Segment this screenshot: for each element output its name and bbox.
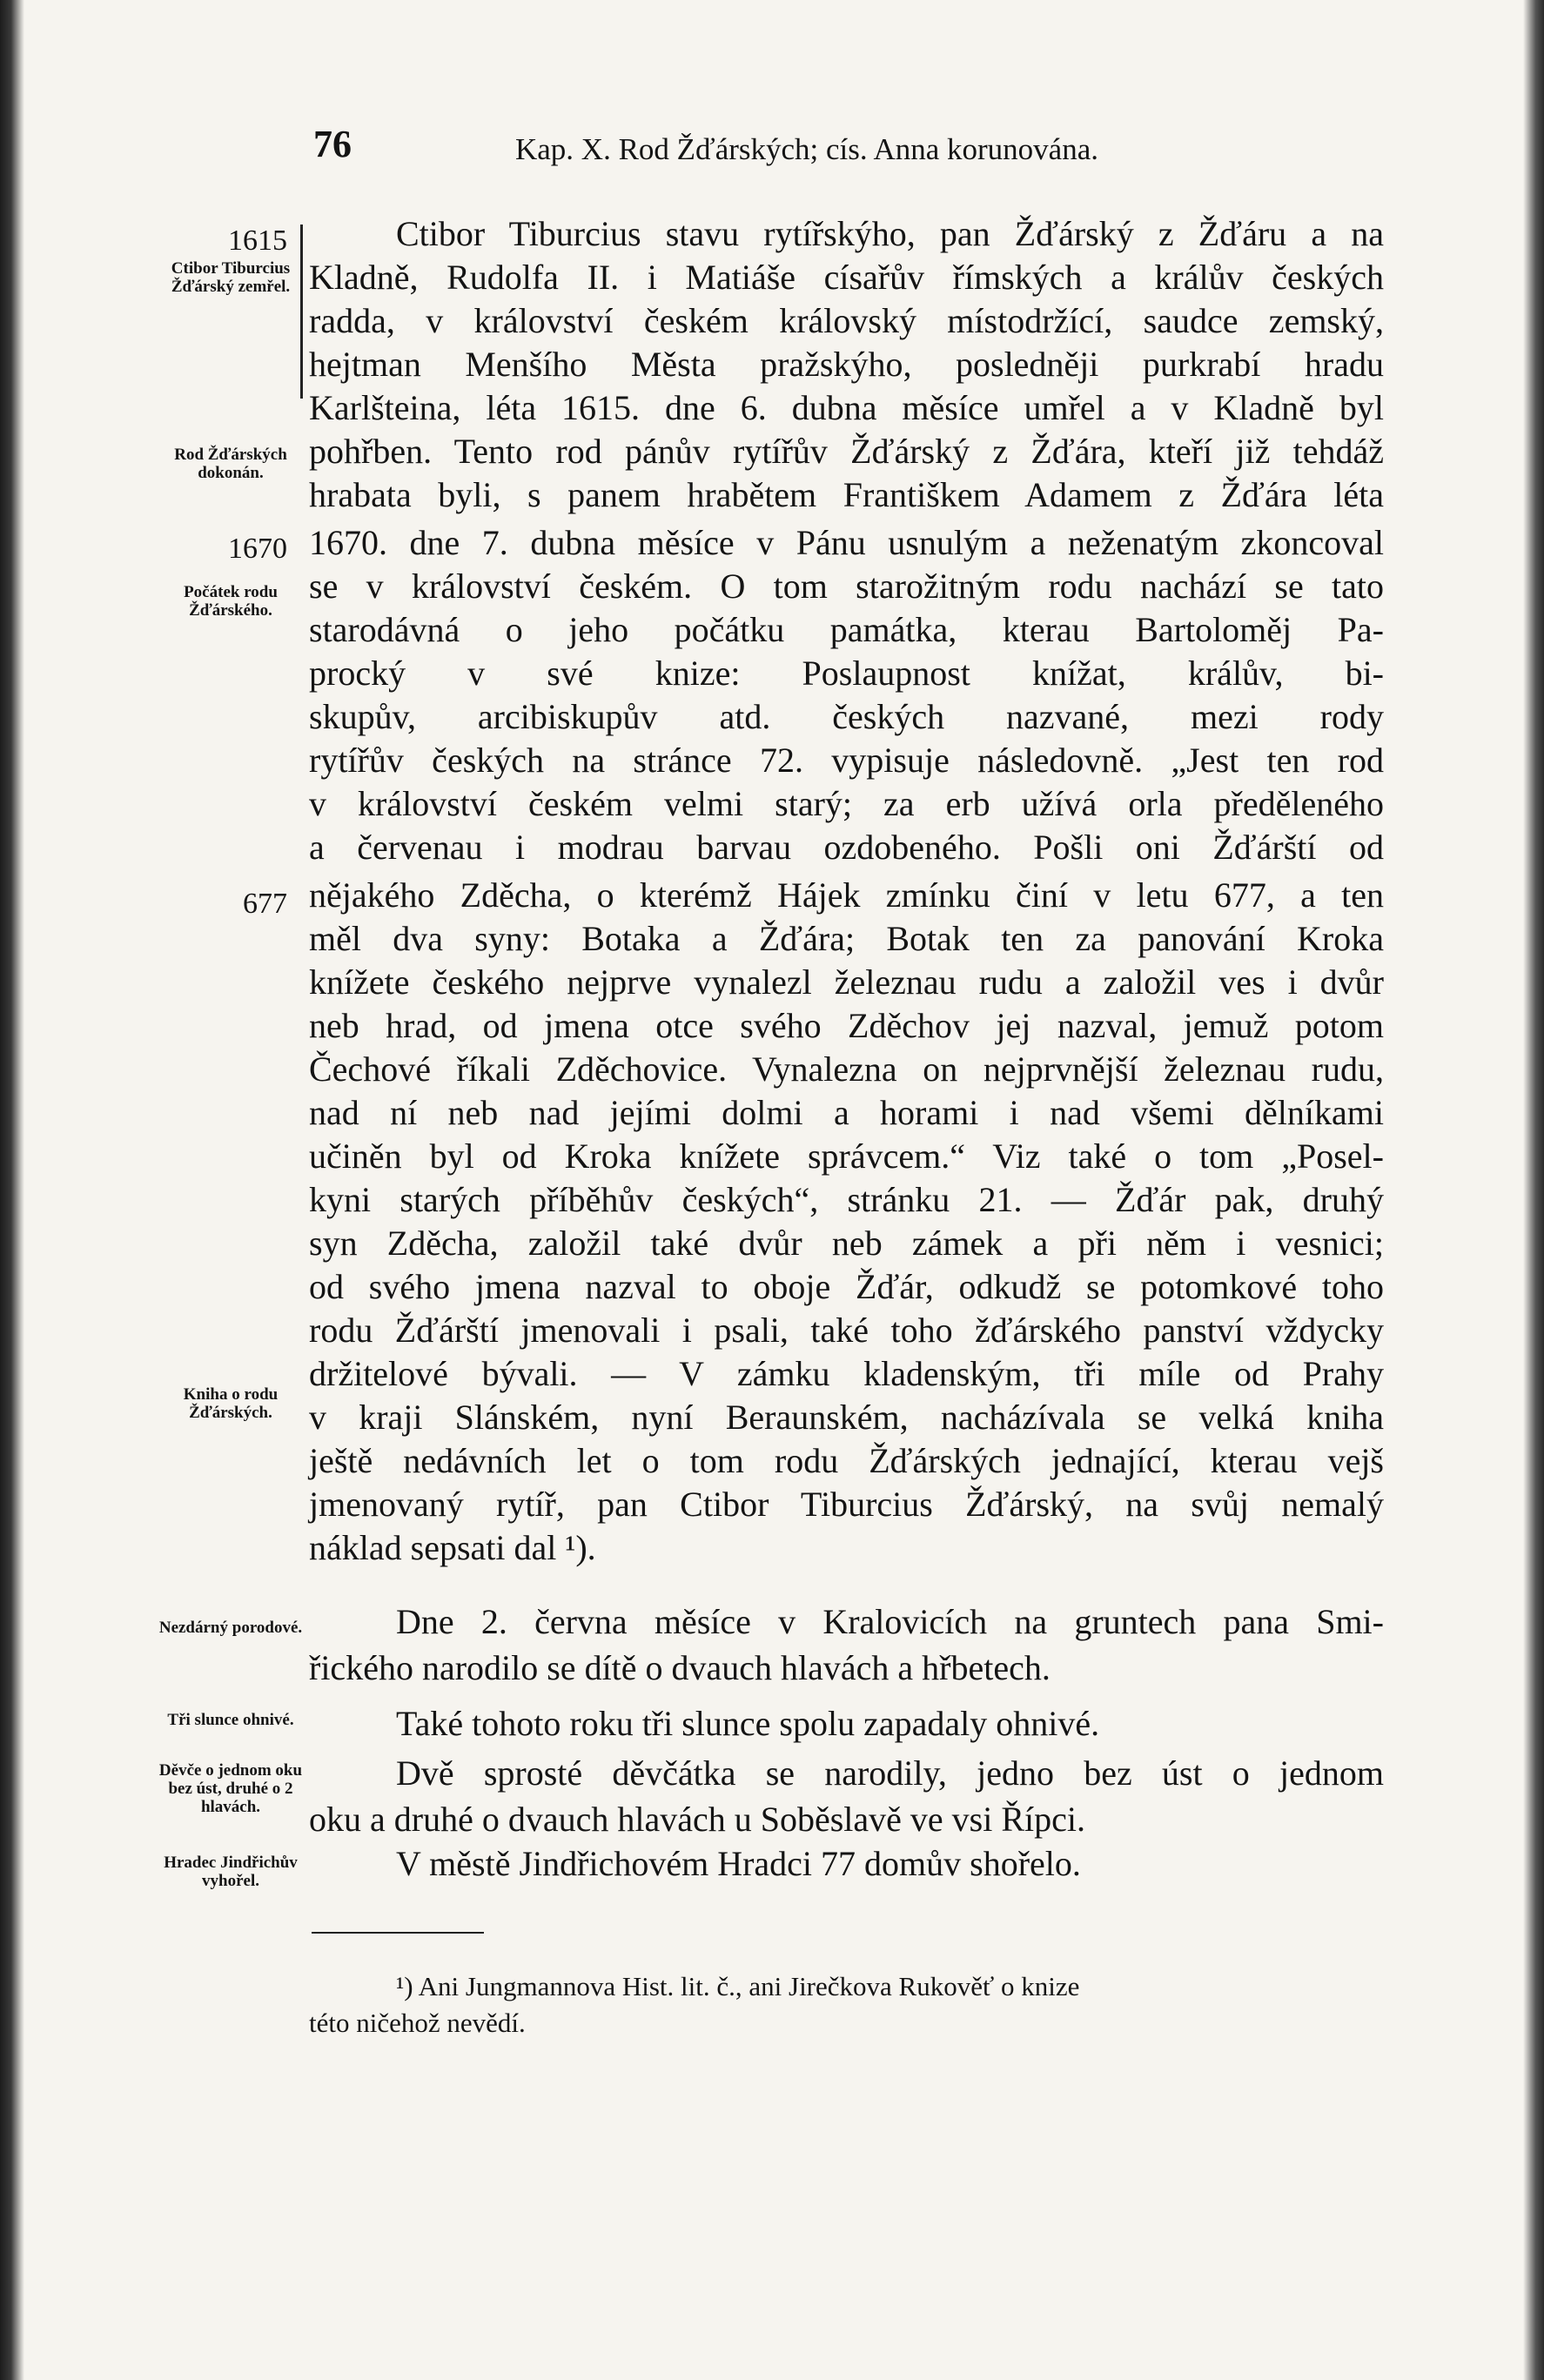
margin-note-kniha: Kniha o rodu Žďárských. [183, 1385, 279, 1422]
text-line: držitelové bývali. — V zámku kladenským, tři míle od Prahy [309, 1354, 1384, 1393]
margin-note-devce: Děvče o jednom oku bez úst, druhé o 2 hlavách. [158, 1761, 303, 1816]
text-line: Také tohoto roku tři slunce spolu zapadaly ohnivé. [396, 1704, 1100, 1743]
text-line: pohřben. Tento rod pánův rytířův Žďárský z Žďára, kteří již tehdáž [309, 432, 1384, 471]
text-line: Ctibor Tiburcius stavu rytířskýho, pan Žďárský z Žďáru a na [396, 214, 1384, 253]
text-line: v království českém velmi starý; za erb užívá orla předěleného [309, 784, 1384, 823]
text-line: syn Zděcha, založil také dvůr neb zámek a při něm i vesnici; [309, 1224, 1384, 1263]
text-line: rodu Žďárští jmenovali i psali, také toho žďárského panství vždycky [309, 1311, 1384, 1350]
margin-note-tri-slunce: Tři slunce ohnivé. [167, 1711, 294, 1729]
text-line: měl dva syny: Botaka a Žďára; Botak ten za panování Kroka [309, 919, 1384, 958]
margin-note-rod: Rod Žďárských dokonán. [174, 446, 287, 482]
margin-note-ctibor: Ctibor Tiburcius Žďárský zemřel. [171, 259, 291, 296]
text-line: knížete českého nejprve vynalezl železnau rudu a založil ves i dvůr [309, 962, 1384, 1002]
text-line: procký v své knize: Poslaupnost knížat, králův, bi- [309, 654, 1384, 693]
scan-edge-right [1523, 0, 1544, 2380]
text-line: kyni starých příběhův českých“, stránku 21. — Žďár pak, druhý [309, 1180, 1384, 1219]
text-line: ještě nedávních let o tom rodu Žďárských jednající, kterau vejš [309, 1441, 1384, 1480]
text-line: Dvě sprosté děvčátka se narodily, jedno bez úst o jednom [396, 1753, 1384, 1793]
page-number: 76 [313, 123, 352, 165]
text-line: oku a druhé o dvauch hlavách u Soběslavě ve vsi Řípci. [309, 1800, 1085, 1839]
text-line: starodávná o jeho počátku památka, kterau Bartoloměj Pa- [309, 610, 1384, 649]
footnote-line: ¹) Ani Jungmannova Hist. lit. č., ani Jirečkova Rukověť o knize [396, 1971, 1080, 2001]
text-line: se v království českém. O tom starožitným rodu nachází se tato [309, 567, 1384, 606]
text-line: skupův, arcibiskupův atd. českých nazvané, mezi rody [309, 697, 1384, 736]
text-line: radda, v království českém královský místodržící, saudce zemský, [309, 301, 1384, 340]
text-line: učiněn byl od Kroka knížete správcem.“ Viz také o tom „Posel- [309, 1136, 1384, 1176]
text-line: Karlšteina, léta 1615. dne 6. dubna měsíce umřel a v Kladně byl [309, 388, 1384, 427]
margin-note-nezdar: Nezdárný porodové. [158, 1619, 303, 1637]
margin-note-pocatek: Počátek rodu Žďárského. [184, 583, 278, 620]
margin-year-1670: 1670 [228, 533, 287, 565]
text-line: 1670. dne 7. dubna měsíce v Pánu usnulým a neženatým zkoncoval [309, 523, 1384, 562]
text-line: rytířův českých na stránce 72. vypisuje následovně. „Jest ten rod [309, 741, 1384, 780]
text-line: náklad sepsati dal ¹). [309, 1528, 596, 1567]
page-header [313, 122, 1184, 174]
text-line: v kraji Slánském, nyní Beraunském, nacházívala se velká kniha [309, 1398, 1384, 1437]
text-line: Kladně, Rudolfa II. i Matiáše císařův římských a králův českých [309, 258, 1384, 297]
text-line: řického narodilo se dítě o dvauch hlavách a hřbetech. [309, 1648, 1051, 1687]
text-line: od svého jmena nazval to oboje Žďár, odkudž se potomkové toho [309, 1267, 1384, 1306]
margin-note-hradec: Hradec Jindřichův vyhořel. [164, 1854, 298, 1890]
text-line: hrabata byli, s panem hrabětem Františkem Adamem z Žďára léta [309, 475, 1384, 514]
text-line: Čechové říkali Zděchovice. Vynalezna on nejprvnější železnau rudu, [309, 1049, 1384, 1089]
text-line: V městě Jindřichovém Hradci 77 domův shořelo. [396, 1844, 1081, 1883]
footnote-rule [312, 1932, 484, 1934]
running-title: Kap. X. Rod Žďárských; cís. Anna korunována. [515, 132, 1098, 166]
text-line: nad ní neb nad jejími dolmi a horami i nad všemi dělníkami [309, 1093, 1384, 1132]
text-line: jmenovaný rytíř, pan Ctibor Tiburcius Žďárský, na svůj nemalý [309, 1485, 1384, 1524]
margin-year-677: 677 [243, 888, 287, 920]
text-line: nějakého Zděcha, o kterémž Hájek zmínku činí v letu 677, a ten [309, 875, 1384, 915]
scan-edge-left [0, 0, 24, 2380]
text-line: neb hrad, od jmena otce svého Zděchov jej nazval, jemuž potom [309, 1006, 1384, 1045]
text-line: hejtman Menšího Města pražskýho, posledněji purkrabí hradu [309, 345, 1384, 384]
text-line: Dne 2. června měsíce v Kralovicích na gruntech pana Smi- [396, 1602, 1384, 1641]
margin-year-1615: 1615 [228, 225, 287, 257]
footnote-line: této ničehož nevědí. [309, 2008, 526, 2038]
text-line: a červenau i modrau barvau ozdobeného. Pošli oni Žďárští od [309, 828, 1384, 867]
